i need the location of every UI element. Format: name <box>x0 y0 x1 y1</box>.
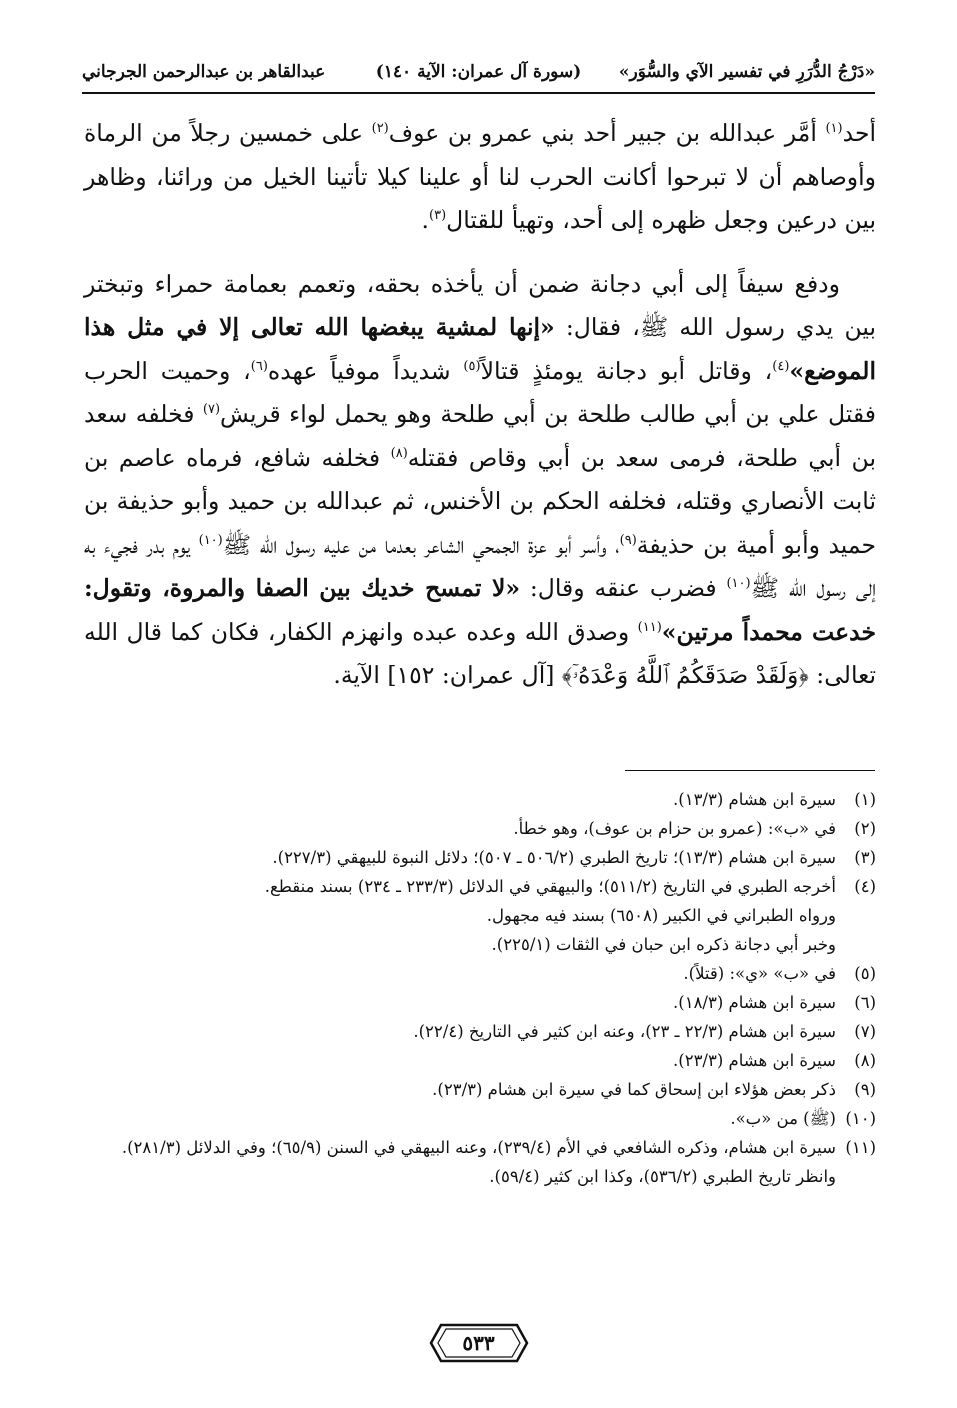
footnote-9 <box>84 1075 876 1104</box>
footnote-text: (ﷺ) من «ب». <box>730 1109 836 1128</box>
surah-reference: (سورة آل عمران: الآية ١٤٠) <box>375 62 582 82</box>
footnote-1 <box>84 785 876 814</box>
footnote-4-continuation <box>84 930 876 959</box>
footnote-ref: (٢) <box>371 121 389 137</box>
footnote-ref: (٨) <box>390 445 408 461</box>
header-divider <box>82 92 875 94</box>
footnote-7 <box>84 1017 876 1046</box>
footnote-text: سيرة ابن هشام (١٨/٣). <box>673 993 836 1012</box>
footnote-number: (٦) <box>854 993 876 1012</box>
footnote-3 <box>84 843 876 872</box>
text-run: وصدق الله وعده عبده وانهزم الكفار، فكان كما قال الله تعالى: <box>84 617 876 689</box>
footnote-number: (٩) <box>854 1080 876 1099</box>
footnote-number: (٣) <box>854 848 876 867</box>
text-run: يوم بدر فجيء به إلى رسول الله ﷺ <box>84 530 876 602</box>
footnote-11 <box>84 1133 876 1162</box>
footnote-text: سيرة ابن هشام (٢٣/٣). <box>673 1051 836 1070</box>
text-run: ودفع سيفاً إلى أبي دجانة ضمن أن يأخذه بحقه، وتعمم بعمامة حمراء وتبختر بين يدي رسول الله ﷺ، فقال: <box>84 269 876 341</box>
author-name: عبدالقاهر بن عبدالرحمن الجرجاني <box>82 62 326 82</box>
footnote-text: سيرة ابن هشام، وذكره الشافعي في الأم (٢٣٩/٤)، وعنه البيهقي في السنن (٦٥/٩)؛ وفي الدلائل (٢٨١/٣). <box>121 1138 836 1157</box>
footnote-ref: (١) <box>825 121 843 137</box>
book-title: «دَرْجُ الدُّرَرِ في تفسير الآي والسُّوَر» <box>618 62 875 82</box>
text-run: [آل عمران: ١٥٢] الآية. <box>333 661 562 689</box>
footnote-11-continuation <box>84 1162 876 1191</box>
footnote-5 <box>84 959 876 988</box>
footnote-text: وانظر تاريخ الطبري (٥٣٦/٢)، وكذا ابن كثير (٥٩/٤). <box>489 1167 836 1186</box>
quran-verse: ﴿وَلَقَدْ صَدَقَكُمُ ٱللَّهُ وَعْدَهُۥٓ﴾ <box>561 661 809 689</box>
footnote-text: وخبر أبي دجانة ذكره ابن حبان في الثقات (٢٢٥/١). <box>491 935 836 954</box>
footnote-text: أخرجه الطبري في التاريخ (٥١١/٢)؛ والبيهقي في الدلائل (٢٣٣/٣ ـ ٢٣٤) بسند منقطع. <box>264 877 836 896</box>
text-run: فخلفه سعد بن أبي طلحة، فرمى سعد بن أبي وقاص فقتله <box>84 400 876 472</box>
footnote-8 <box>84 1046 876 1075</box>
text-run: شديداً موفياً عهده <box>267 356 464 385</box>
footnote-ref: (٧) <box>202 402 221 418</box>
footnote-ref: (١٠) <box>726 576 751 592</box>
text-run: فخلفه شافع، فرماه عاصم بن ثابت الأنصاري وقتله، فخلفه الحكم بن الأخنس، ثم عبدالله بن حميد وأبو حذيفة بن حميد وأبو أمية بن حذيفة <box>84 443 876 559</box>
footnote-number: (١) <box>854 790 876 809</box>
footnote-2 <box>84 814 876 843</box>
footnotes <box>84 785 876 1191</box>
text-run: ، وحميت الحرب فقتل علي بن أبي طالب طلحة بن أبي طلحة وهو يحمل لواء قريش <box>84 356 876 428</box>
hadith-quote: «إنها لمشية يبغضها الله تعالى إلا في مثل هذا الموضع» <box>84 313 876 385</box>
footnote-4-continuation <box>84 901 876 930</box>
page-number: ٥٣٣ <box>462 1331 495 1355</box>
footnote-ref: (٦) <box>250 358 268 374</box>
footnote-10 <box>84 1104 876 1133</box>
footnote-number: (١٠) <box>845 1109 876 1128</box>
footnote-number: (١١) <box>845 1138 876 1157</box>
footnote-text: في «ب»: (عمرو بن حزام بن عوف)، وهو خطأ. <box>513 819 836 838</box>
paragraph-2 <box>84 263 876 698</box>
footnote-number: (٨) <box>854 1051 876 1070</box>
footnote-number: (٤) <box>854 877 876 896</box>
paragraph-1 <box>84 112 876 243</box>
footnote-ref: (٩) <box>619 532 637 548</box>
footnote-number: (٧) <box>854 1022 876 1041</box>
footnote-6 <box>84 988 876 1017</box>
main-text <box>84 112 876 698</box>
footnote-ref: (١٠) <box>198 532 223 548</box>
text-run: ، وقاتل أبو دجانة يومئذٍ قتالاً <box>480 356 773 385</box>
footnote-number: (٢) <box>854 819 876 838</box>
footnote-4 <box>84 872 876 901</box>
text-run: أحد <box>842 119 877 147</box>
footnote-text: سيرة ابن هشام (١٣/٣). <box>673 790 836 809</box>
footnote-text: في «ب» «ي»: (قتلاً). <box>683 964 836 983</box>
text-run: فضرب عنقه وقال: <box>520 574 727 602</box>
running-header <box>82 58 875 90</box>
footnote-text: ذكر بعض هؤلاء ابن إسحاق كما في سيرة ابن هشام (٢٣/٣). <box>432 1080 836 1099</box>
footnote-text: ورواه الطبراني في الكبير (٦٥٠٨) بسند فيه مجهول. <box>486 906 836 925</box>
footnote-ref: (٥) <box>463 358 481 374</box>
footnote-ref: (١١) <box>637 619 662 635</box>
page-number-ornament <box>429 1323 529 1363</box>
text-run: على خمسين رجلاً من الرماة وأوصاهم أن لا تبرحوا أكانت الحرب لنا أو علينا كيلا تأتينا الخيل من ورائنا، وظاهر بين درعين وجعل ظهره إلى أحد، وتهيأ للقتال <box>84 119 876 234</box>
footnote-ref: (٣) <box>429 208 447 224</box>
text-run: أمَّر عبدالله بن جبير أحد بني عمرو بن عوف <box>388 119 826 147</box>
text-run: . <box>421 206 430 234</box>
footnote-ref: (٤) <box>772 358 790 374</box>
footnote-divider <box>625 770 875 771</box>
footnote-text: سيرة ابن هشام (٢٢/٣ ـ ٢٣)، وعنه ابن كثير في التاريخ (٢٢/٤). <box>413 1022 836 1041</box>
footnote-number: (٥) <box>854 964 876 983</box>
footnote-text: سيرة ابن هشام (١٣/٣)؛ تاريخ الطبري (٥٠٦/٢ ـ ٥٠٧)؛ دلائل النبوة للبيهقي (٢٢٧/٣). <box>272 848 836 867</box>
text-run: ، وأسر أبو عزة الجمحي الشاعر بعدما من عليه رسول الله ﷺ <box>222 530 620 559</box>
hadith-quote: «لا تمسح خديك بين الصفا والمروة، وتقول: خدعت محمداً مرتين» <box>84 574 876 646</box>
